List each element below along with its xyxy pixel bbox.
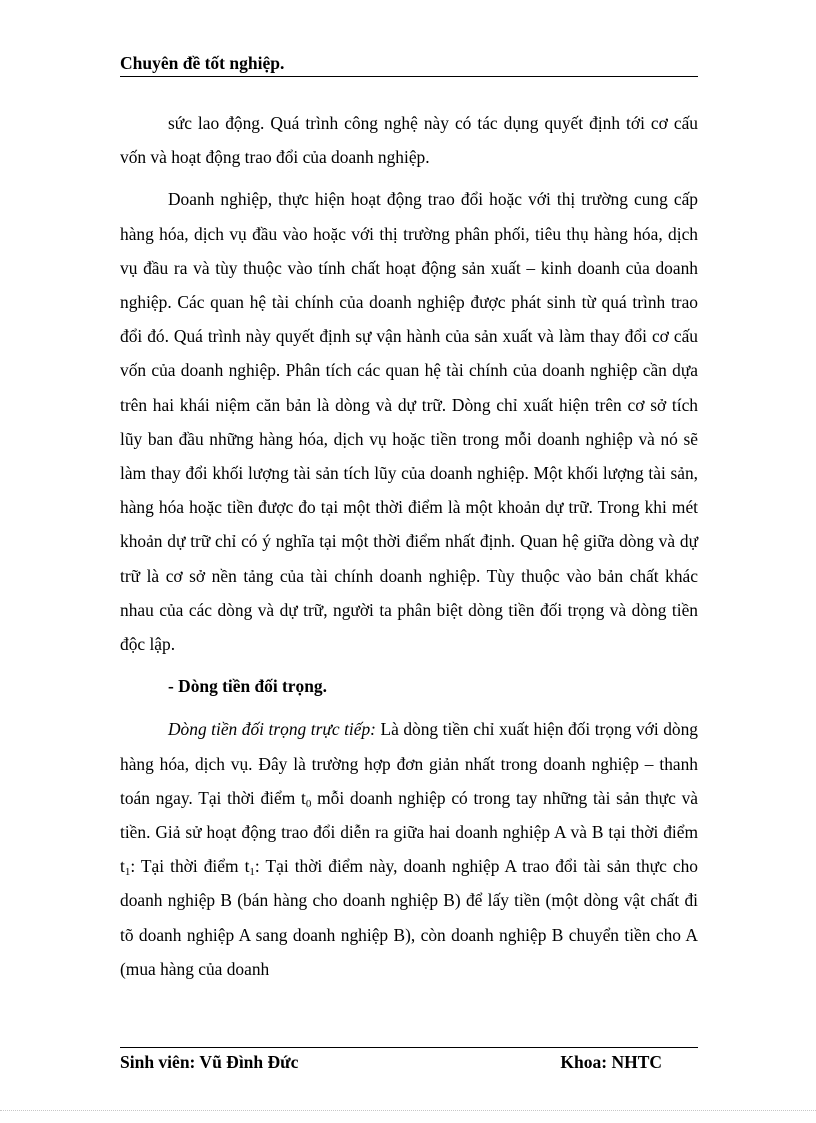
footer-divider (120, 1047, 698, 1048)
page-header (120, 52, 698, 74)
text-run: Là dòng tiền chỉ xuất hiện đối trọng với dòng hàng hóa, dịch vụ. Đây là trường hợp đơn giản nhất trong doanh nghiệp – thanh toán ngay. Tại thời điểm t (120, 719, 698, 808)
subscript: 0 (305, 797, 312, 810)
paragraph-continuation: sức lao động. Quá trình công nghệ này có tác dụng quyết định tới cơ cấu vốn và hoạt động trao đổi của doanh nghiệp. (120, 113, 698, 168)
subscript: 1 (124, 866, 131, 879)
paragraph-cash-flow-intro: Doanh nghiệp, thực hiện hoạt động trao đổi hoặc với thị trường cung cấp hàng hóa, dịch vụ đầu vào hoặc với thị trường phân phối, tiêu thụ hàng hóa, dịch vụ đầu ra và tùy thuộc vào tính chất hoạt động sản xuất – kinh doanh của doanh nghiệp. Các quan hệ tài chính của doanh nghiệp được phát sinh từ quá trình trao đổi đó. Quá trình này quyết định sự vận hành của sản xuất và làm thay đổi cơ cấu vốn của doanh nghiệp. Phân tích các quan hệ tài chính của doanh nghiệp cần dựa trên hai khái niệm căn bản là dòng và dự trữ. Dòng chỉ xuất hiện trên cơ sở tích lũy ban đầu những hàng hóa, dịch vụ hoặc tiền trong mỗi doanh nghiệp và nó sẽ làm thay đổi khối lượng tài sản tích lũy của doanh nghiệp. Một khối lượng tài sản, hàng hóa hoặc tiền được đo tại một thời điểm là một khoản dự trữ. Trong khi mét khoản dự trữ chỉ có ý nghĩa tại một thời điểm nhất định. Quan hệ giữa dòng và dự trữ là cơ sở nền tảng của tài chính doanh nghiệp. Tùy thuộc vào bản chất khác nhau của các dòng và dự trữ, người ta phân biệt dòng tiền đối trọng và dòng tiền độc lập. (120, 189, 698, 655)
paragraph-direct-counter-flow (120, 712, 698, 986)
page-body (120, 106, 698, 986)
italic-term: Dòng tiền đối trọng trực tiếp: (168, 719, 376, 740)
page-footer (120, 1051, 662, 1073)
document-title: Chuyên đề tốt nghiệp. (120, 53, 285, 73)
section-heading: - Dòng tiền đối trọng. (168, 676, 327, 697)
footer-student: Sinh viên: Vũ Đình Đức (120, 1052, 299, 1072)
footer-faculty: Khoa: NHTC (560, 1052, 662, 1072)
header-divider (120, 76, 698, 77)
text-run: : Tại thời điểm t (130, 856, 250, 877)
text-run: mỗi doanh nghiệp có trong tay những tài sản thực và tiền. Giả sử hoạt động trao đổi diễn ra giữa hai doanh nghiệp A và B tại thời điểm t (120, 787, 698, 877)
subscript: 1 (249, 866, 255, 879)
text-run: : Tại thời điểm này, doanh nghiệp A trao đổi tài sản thực cho doanh nghiệp B (bán hàng cho doanh nghiệp B) để lấy tiền (một dòng vật chất đi tõ doanh nghiệp A sang doanh nghiệp B), còn doanh nghiệp B chuyển tiền cho A (mua hàng của doanh (120, 856, 698, 979)
page-edge (0, 1110, 816, 1111)
